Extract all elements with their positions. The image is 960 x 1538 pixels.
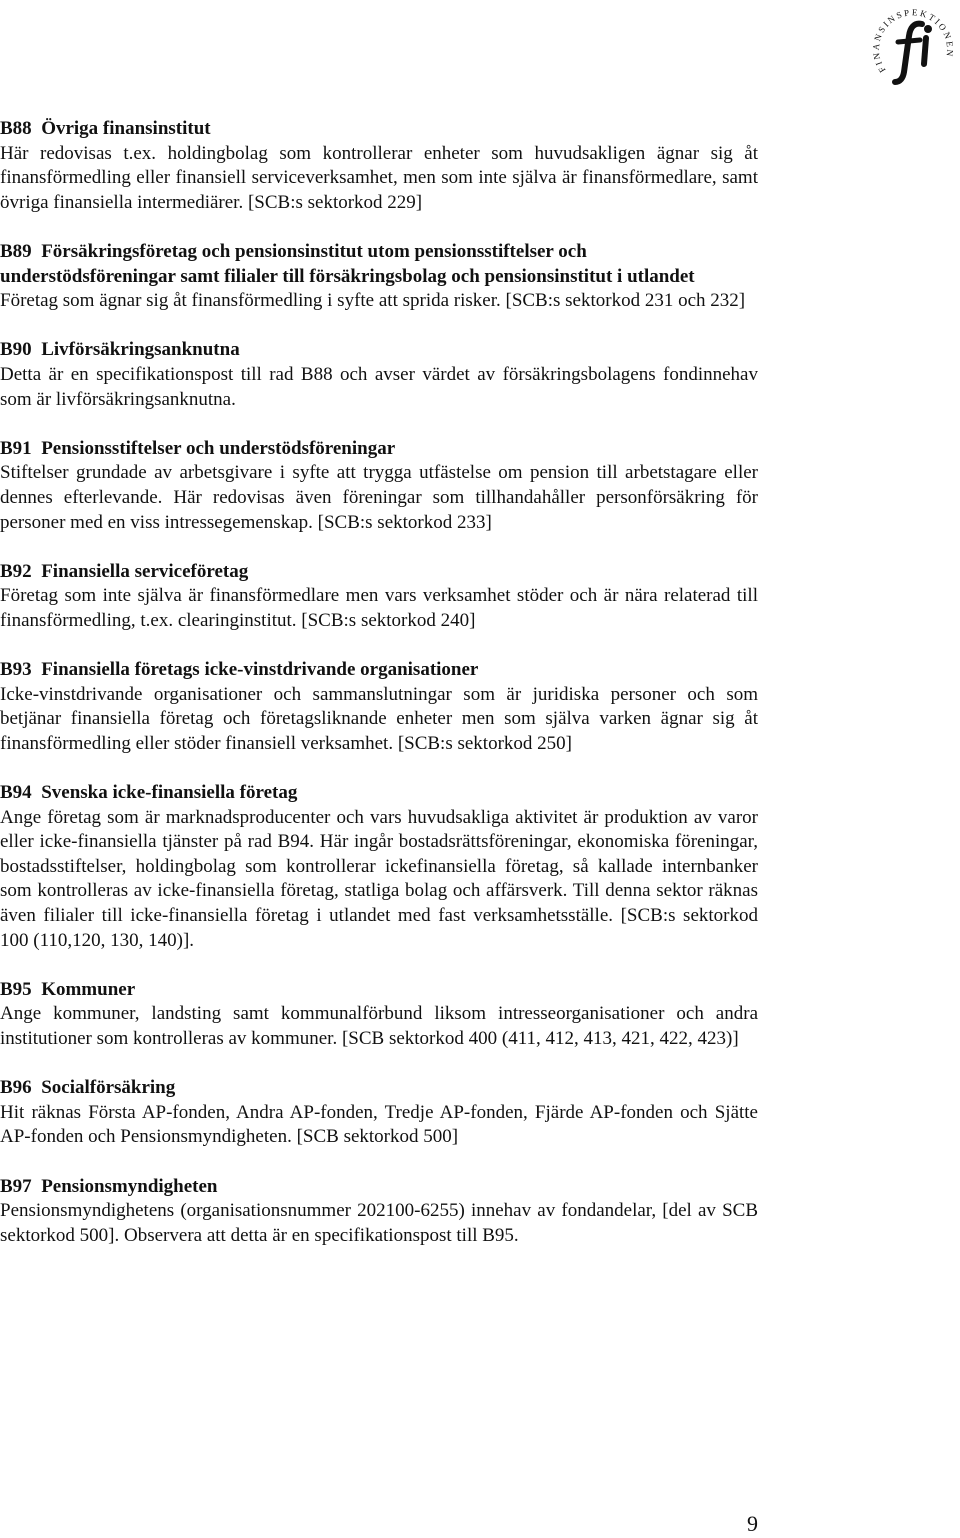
section-heading: B91 Pensionsstiftelser och understödsföreningar: [0, 437, 396, 459]
page-number: 9: [747, 1511, 758, 1536]
section-b89: [0, 240, 758, 314]
section-b91: [0, 437, 758, 535]
section-text: Här redovisas t.ex. holdingbolag som kontrollerar enheter som huvudsakligen ägnar sig åt finansförmedling eller finansiell serviceverksamhet, men som inte själva är finansförmedlare, samt övriga finansiella intermediärer. [SCB:s sektorkod 229]: [0, 142, 758, 213]
section-text: Företag som inte själva är finansförmedlare men vars verksamhet stöder och är nära relaterad till finansförmedling, t.ex. clearinginstitut. [SCB:s sektorkod 240]: [0, 585, 758, 631]
section-heading: B93 Finansiella företags icke-vinstdrivande organisationer: [0, 659, 479, 681]
section-text: Stiftelser grundade av arbetsgivare i syfte att trygga utfästelse om pension till arbetstagare eller dennes efterlevande. Här redovisas även föreningar som tillhandahåller personförsäkring för personer med en viss intressegemenskap. [SCB:s sektorkod 233]: [0, 462, 758, 533]
section-heading: B95 Kommuner: [0, 978, 136, 1000]
section-b88: [0, 117, 758, 215]
section-text: Detta är en specifikationspost till rad B88 och avser värdet av försäkringsbolagens fondinnehav som är livförsäkringsanknutna.: [0, 363, 758, 410]
section-b93: [0, 658, 758, 756]
section-b92: [0, 560, 758, 634]
section-text: Ange företag som är marknadsproducenter och vars huvudsakliga aktivitet är produktion av varor eller icke-finansiella tjänster på rad B94. Här ingår bostadsrättsföreningar, ekonomiska föreningar, bostadsstiftelser, holdingbolag som kontrollerar ickefinansiella företag, så kallade internbanker som kontrolleras av icke-finansiella företag, statliga bolag och affärsverk. Till denna sektor räknas även filialer till icke-finansiella företag i utlandet med fast verksamhetsställe. [SCB:s sektorkod 100 (110,120, 130, 140)].: [0, 806, 758, 951]
section-text: Ange kommuner, landsting samt kommunalförbund liksom intresseorganisationer och andra institutioner som kontrolleras av kommuner. [SCB sektorkod 400 (411, 412, 413, 421, 422, 423)]: [0, 1003, 758, 1049]
section-text: Hit räknas Första AP-fonden, Andra AP-fonden, Tredje AP-fonden, Fjärde AP-fonden och Sjätte AP-fonden och Pensionsmyndigheten. [SCB sektorkod 500]: [0, 1101, 758, 1148]
section-b90: [0, 338, 758, 412]
section-text: Pensionsmyndighetens (organisationsnummer 202100-6255) innehav av fondandelar, [del av SCB sektorkod 500]. Observera att detta är en specifikationspost till B95.: [0, 1200, 758, 1246]
section-b94: [0, 781, 758, 953]
section-b97: [0, 1175, 758, 1249]
section-b95: [0, 978, 758, 1052]
section-heading: B97 Pensionsmyndigheten: [0, 1175, 218, 1197]
section-heading: B96 Socialförsäkring: [0, 1077, 176, 1099]
section-heading: B92 Finansiella serviceföretag: [0, 560, 249, 582]
section-text: Icke-vinstdrivande organisationer och sammanslutningar som är juridiska personer och som betjänar finansiella företag och företagsliknande enheter men som själva varken ägnar sig åt finansförmedling eller stöder finansiell verksamhet. [SCB:s sektorkod 250]: [0, 683, 758, 754]
section-text: Företag som ägnar sig åt finansförmedling i syfte att sprida risker. [SCB:s sektorkod 231 och 232]: [0, 290, 746, 312]
document-body: [0, 117, 758, 1273]
section-heading: B90 Livförsäkringsanknutna: [0, 339, 240, 361]
section-heading: B94 Svenska icke-finansiella företag: [0, 782, 298, 804]
logo-seal-icon: [868, 2, 958, 92]
section-heading: B88 Övriga finansinstitut: [0, 118, 211, 139]
svg-text:FINANSINSPEKTIONEN: FINANSINSPEKTIONEN: [870, 7, 956, 75]
section-b96: [0, 1076, 758, 1150]
section-heading: B89 Försäkringsföretag och pensionsinstitut utom pensionsstiftelser och understödsföreningar samt filialer till försäkringsbolag och pensionsinstitut i utlandet: [0, 240, 695, 287]
finansinspektionen-logo: [868, 2, 958, 92]
